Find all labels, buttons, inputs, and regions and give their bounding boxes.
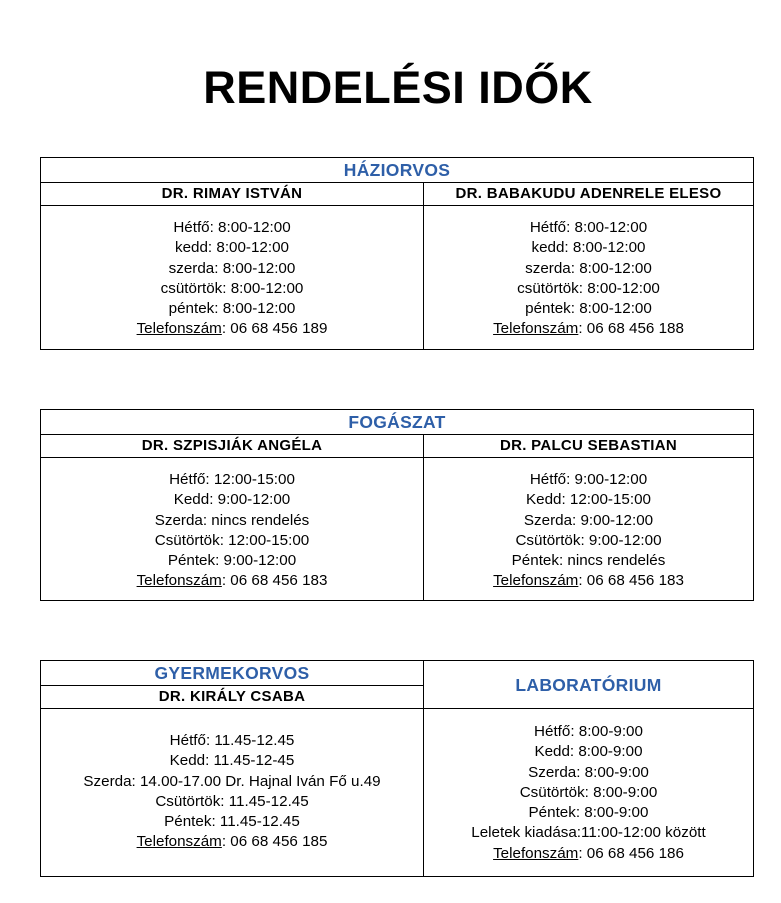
hours-line: Szerda: 9:00-12:00 bbox=[523, 511, 654, 529]
gyermekorvos-labor-table bbox=[40, 660, 754, 877]
phone-label: Telefonszám bbox=[136, 833, 222, 851]
hours-line: kedd: 8:00-12:00 bbox=[175, 239, 289, 257]
hours-line: Hétfő: 11.45-12.45 bbox=[169, 732, 295, 749]
haziorvos-heading: HÁZIORVOS bbox=[41, 158, 753, 183]
phone-label: Telefonszám bbox=[136, 320, 222, 338]
phone-number: : 06 68 456 185 bbox=[221, 833, 328, 851]
doctor-name: DR. BABAKUDU ADENRELE ELESO bbox=[423, 183, 753, 205]
laboratorium-heading: LABORATÓRIUM bbox=[424, 661, 753, 709]
hours-line: péntek: 8:00-12:00 bbox=[168, 300, 296, 318]
phone-line bbox=[41, 319, 423, 339]
phone-label: Telefonszám bbox=[493, 320, 579, 338]
hours-line: Hétfő: 8:00-9:00 bbox=[534, 723, 643, 740]
office-hours bbox=[41, 709, 423, 853]
hours-line: Hétfő: 12:00-15:00 bbox=[169, 471, 295, 488]
doctor-name: DR. RIMAY ISTVÁN bbox=[161, 185, 303, 202]
laboratorium-column bbox=[423, 661, 753, 876]
doctor-name: DR. KIRÁLY CSABA bbox=[41, 686, 423, 709]
hours-line: csütörtök: 8:00-12:00 bbox=[160, 279, 304, 297]
doctor-name: DR. SZPISJIÁK ANGÉLA bbox=[141, 437, 323, 454]
hours-line: Szerda: 14.00-17.00 Dr. Hajnal Iván Fő u.49 bbox=[83, 772, 381, 790]
gyermekorvos-heading: GYERMEKORVOS bbox=[41, 661, 423, 686]
hours-line: csütörtök: 8:00-12:00 bbox=[517, 279, 660, 297]
hours-line: Kedd: 9:00-12:00 bbox=[173, 491, 291, 509]
office-hours bbox=[423, 206, 753, 349]
office-hours bbox=[424, 709, 753, 864]
phone-label: Telefonszám bbox=[493, 844, 579, 862]
hours-line: Csütörtök: 9:00-12:00 bbox=[515, 531, 662, 549]
hours-row bbox=[41, 206, 753, 349]
phone-number: : 06 68 456 186 bbox=[578, 844, 684, 862]
hours-line: Hétfő: 9:00-12:00 bbox=[529, 471, 648, 488]
hours-line: Csütörtök: 8:00-9:00 bbox=[519, 783, 658, 801]
office-hours bbox=[41, 206, 423, 349]
doctor-name-row bbox=[41, 435, 753, 458]
phone-line bbox=[424, 844, 753, 864]
hours-line: péntek: 8:00-12:00 bbox=[525, 300, 652, 318]
phone-line bbox=[41, 832, 423, 852]
doctor-name-row bbox=[41, 183, 753, 206]
hours-line: kedd: 8:00-12:00 bbox=[531, 239, 646, 257]
hours-line: Kedd: 11.45-12-45 bbox=[169, 752, 295, 770]
page-title: RENDELÉSI IDŐK bbox=[203, 62, 593, 113]
hours-line: szerda: 8:00-12:00 bbox=[525, 259, 652, 277]
hours-line: Péntek: 8:00-9:00 bbox=[528, 804, 649, 822]
hours-line: Péntek: 11.45-12.45 bbox=[164, 813, 300, 831]
hours-line: szerda: 8:00-12:00 bbox=[168, 259, 296, 277]
haziorvos-table bbox=[40, 157, 754, 350]
hours-line: Hétfő: 8:00-12:00 bbox=[173, 219, 291, 236]
hours-line: Péntek: 9:00-12:00 bbox=[167, 552, 297, 570]
fogaszat-heading: FOGÁSZAT bbox=[41, 410, 753, 435]
hours-line: Szerda: 8:00-9:00 bbox=[528, 763, 649, 781]
phone-label: Telefonszám bbox=[493, 572, 579, 590]
hours-line: Csütörtök: 12:00-15:00 bbox=[154, 531, 310, 549]
phone-number: : 06 68 456 188 bbox=[578, 320, 684, 338]
phone-number: : 06 68 456 183 bbox=[578, 572, 684, 590]
hours-line: Kedd: 12:00-15:00 bbox=[526, 491, 651, 509]
hours-row bbox=[41, 458, 753, 600]
phone-number: : 06 68 456 189 bbox=[221, 320, 328, 338]
fogaszat-table bbox=[40, 409, 754, 601]
hours-line: Leletek kiadása:11:00-12:00 között bbox=[471, 824, 706, 842]
phone-line bbox=[41, 571, 423, 591]
doctor-name: DR. PALCU SEBASTIAN bbox=[423, 435, 753, 457]
office-hours bbox=[423, 458, 753, 600]
phone-label: Telefonszám bbox=[136, 572, 222, 590]
hours-line: Péntek: nincs rendelés bbox=[511, 552, 666, 570]
gyermekorvos-column bbox=[41, 661, 423, 876]
phone-number: : 06 68 456 183 bbox=[221, 572, 328, 590]
phone-line bbox=[424, 571, 753, 591]
office-hours bbox=[41, 458, 423, 600]
hours-line: Hétfő: 8:00-12:00 bbox=[529, 219, 648, 236]
hours-line: Kedd: 8:00-9:00 bbox=[534, 743, 643, 761]
phone-line bbox=[424, 319, 753, 339]
hours-line: Csütörtök: 11.45-12.45 bbox=[155, 792, 309, 810]
hours-line: Szerda: nincs rendelés bbox=[154, 511, 310, 529]
